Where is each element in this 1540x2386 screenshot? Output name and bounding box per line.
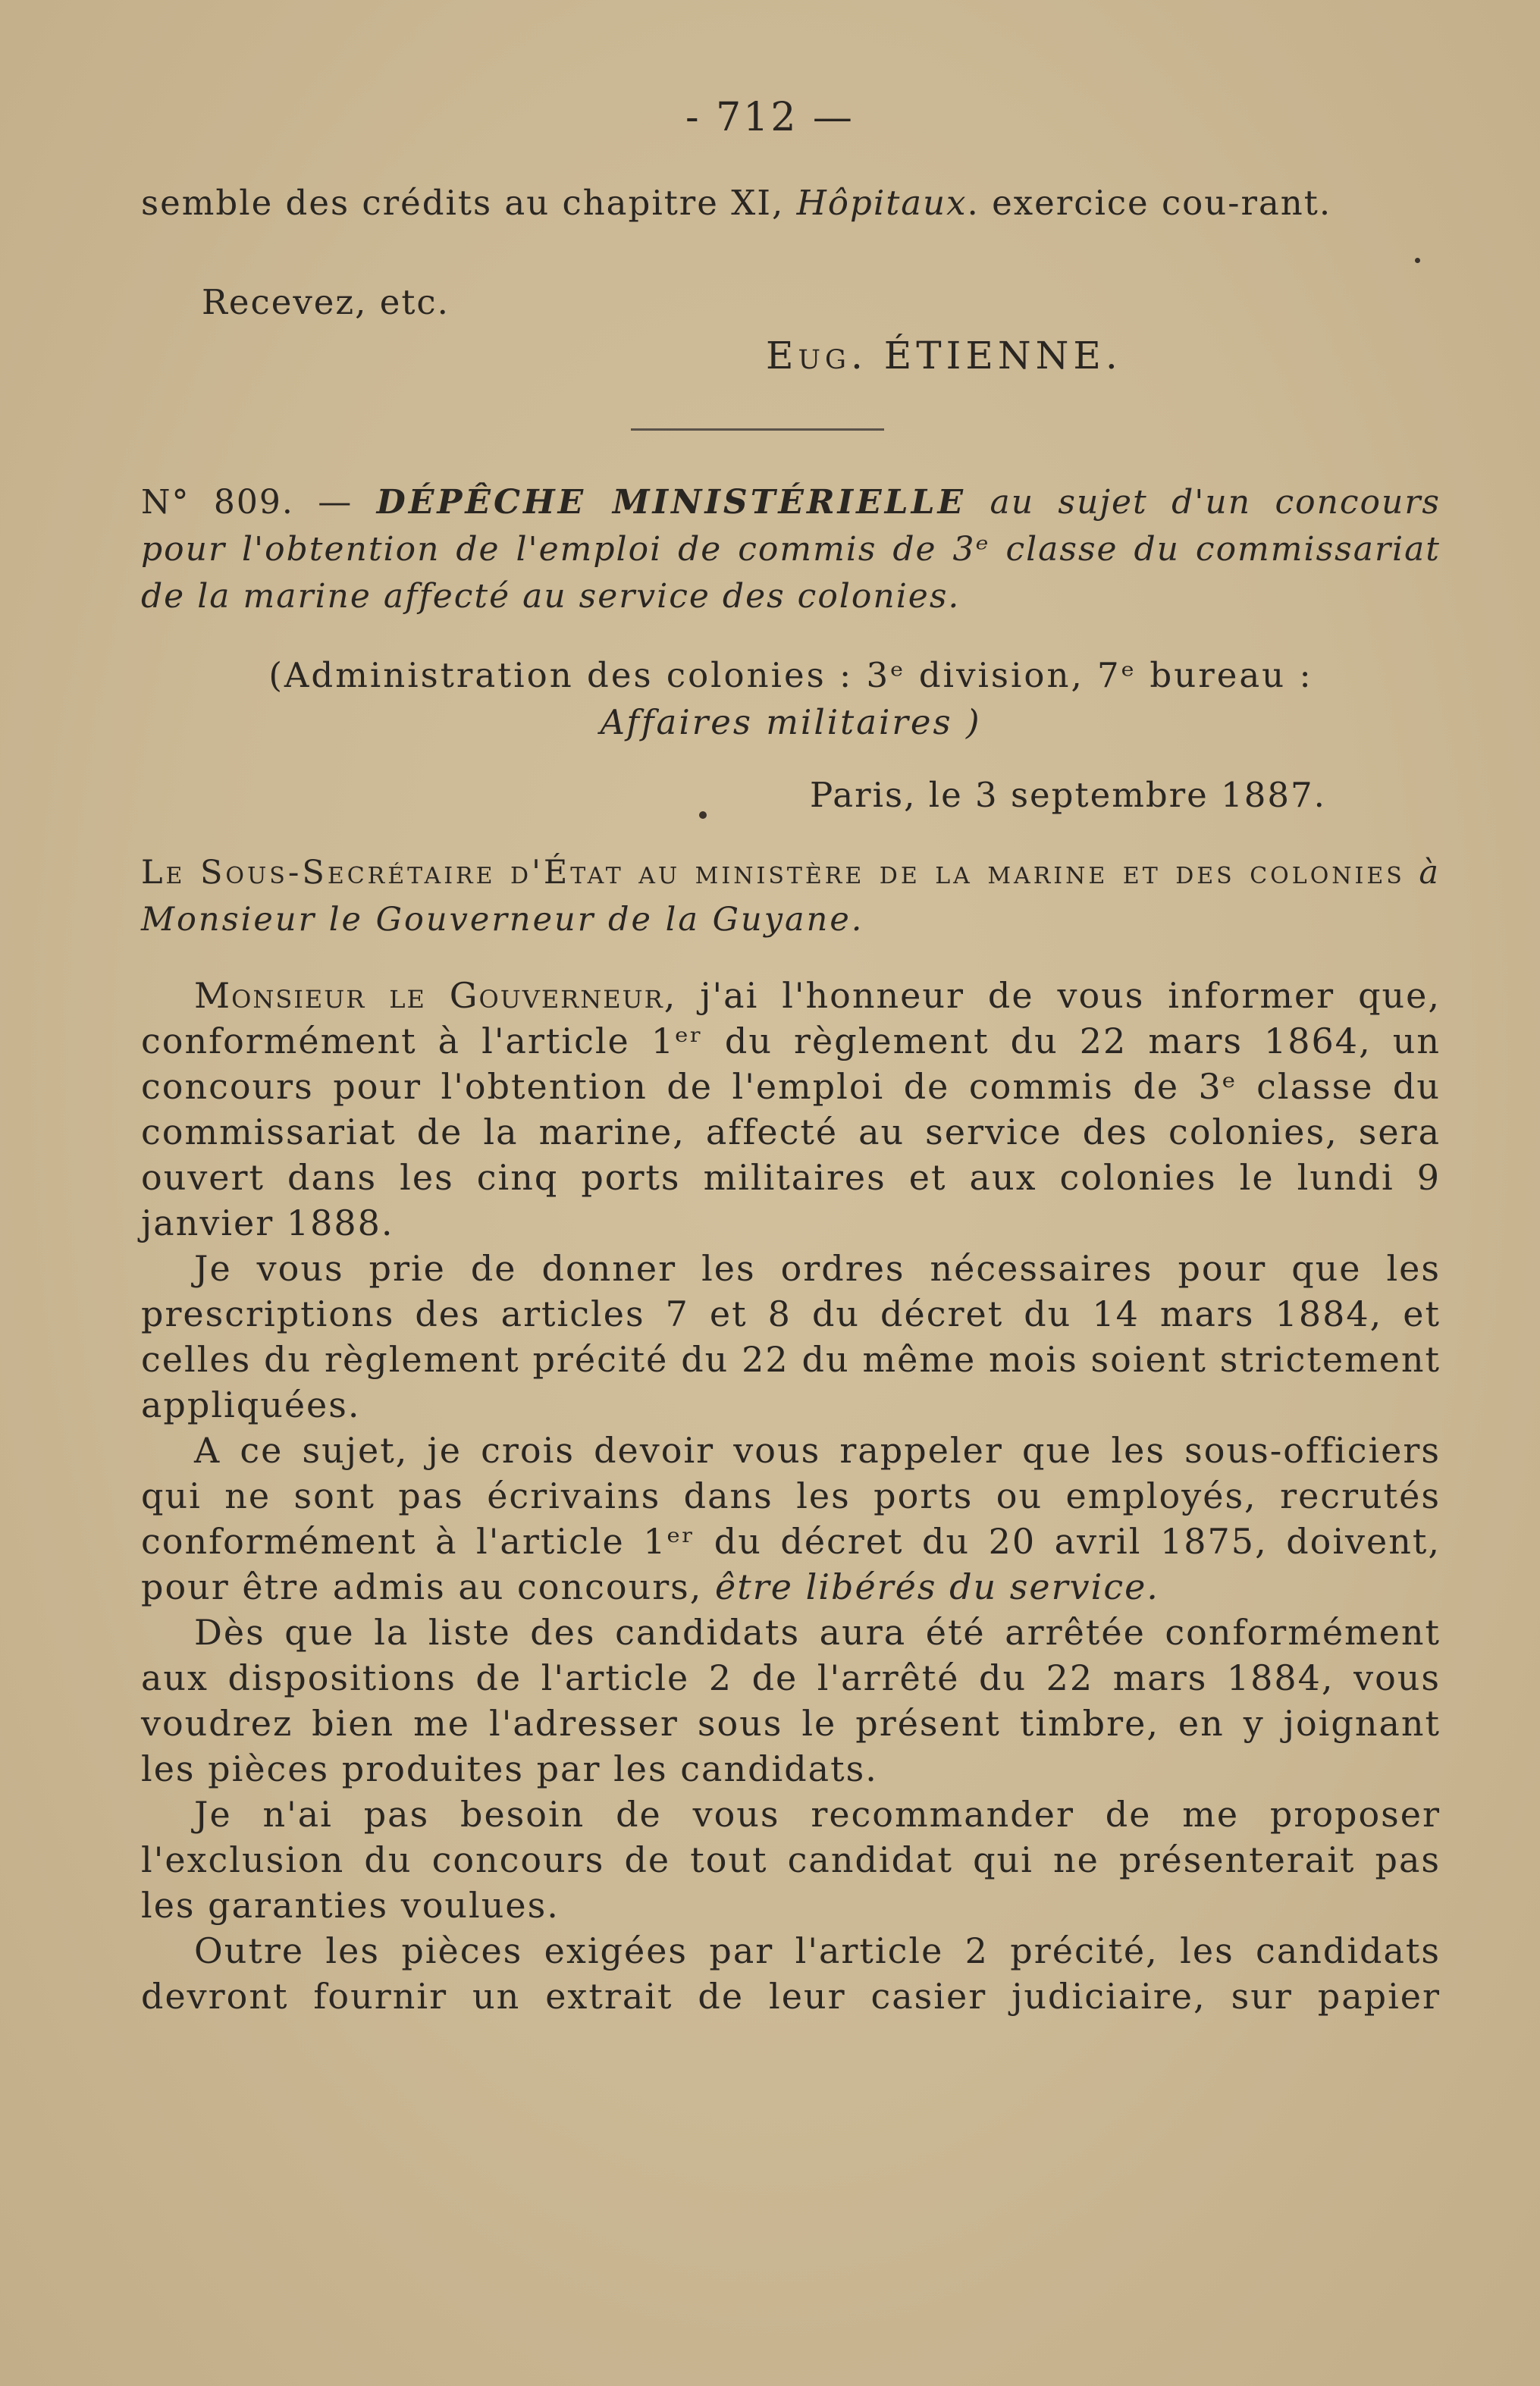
paragraph-5: Je n'ai pas besoin de vous recommander de me proposer l'exclusion du concours de tout candidat qui ne présenterait pas les garanties voulues. bbox=[141, 1794, 1441, 1926]
paragraph-6: Outre les pièces exigées par l'article 2 précité, les candidats devront fournir un extrait de leur casier judiciaire, sur papier bbox=[141, 1930, 1441, 2017]
page-number: - 712 — bbox=[685, 95, 855, 140]
dispatch-subject: au sujet d'un concours pour l'obtention de l'emploi de commis de 3ᵉ classe du commissariat de la marine affecté au service des colonies. bbox=[141, 483, 1441, 616]
dispatch-number: N° 809. — bbox=[141, 483, 377, 522]
date-line: Paris, le 3 septembre 1887. bbox=[810, 775, 1326, 815]
administration-line-1: (Administration des colonies : 3ᵉ division, 7ᵉ bureau : bbox=[268, 655, 1313, 695]
ink-speck bbox=[1415, 258, 1420, 263]
salutation: Monsieur le Gouverneur bbox=[194, 975, 664, 1016]
paragraph-3-text: A ce sujet, je crois devoir vous rappeler que les sous-officiers qui ne sont pas écrivains dans les ports ou employés, recrutés conformément à l'article 1ᵉʳ du décret du 20 avril 1875, doivent, pour être admis au concours, bbox=[141, 1430, 1441, 1607]
continuation-italic: Hôpitaux bbox=[796, 183, 968, 223]
paragraph-2: Je vous prie de donner les ordres nécessaires pour que les prescriptions des articles 7 et 8 du décret du 14 mars 1884, et celles du règlement précité du 22 du même mois soient strictement appliquées. bbox=[141, 1248, 1441, 1425]
administration-note bbox=[141, 652, 1441, 746]
separator-rule bbox=[631, 428, 884, 431]
signature-initial: Eug. bbox=[766, 334, 867, 378]
dispatch-heading bbox=[141, 479, 1441, 620]
signature bbox=[766, 334, 1122, 378]
address-connector: à bbox=[1404, 854, 1441, 892]
paragraph-3 bbox=[141, 1428, 1441, 1610]
sender: Le Sous-Secrétaire d'État au ministère de la marine et des colonies bbox=[141, 854, 1405, 892]
letter-body bbox=[141, 973, 1441, 2019]
recipient: Monsieur le Gouverneur de la Guyane. bbox=[141, 901, 864, 939]
ink-speck bbox=[699, 811, 707, 819]
paragraph-1-text: , j'ai l'honneur de vous informer que, conformément à l'article 1ᵉʳ du règlement du 22 mars 1864, un concours pour l'obtention de l'emploi de commis de 3ᵉ classe du commissariat de la marine, affecté au service des colonies, sera ouvert dans les cinq ports militaires et aux colonies le lundi 9 janvier 1888. bbox=[141, 975, 1441, 1243]
administration-line-2: Affaires militaires ) bbox=[600, 702, 982, 742]
paragraph-3-italic: être libérés du service. bbox=[715, 1566, 1159, 1607]
dispatch-title: DÉPÊCHE MINISTÉRIELLE bbox=[376, 483, 967, 522]
paragraph-4: Dès que la liste des candidats aura été arrêtée conformément aux dispositions de l'article 2 de l'arrêté du 22 mars 1884, vous voudrez bien me l'adresser sous le présent timbre, en y joignant les pièces produites par les candidats. bbox=[141, 1612, 1441, 1789]
closing-formula: Recevez, etc. bbox=[202, 282, 450, 322]
paragraph-1 bbox=[141, 973, 1441, 1246]
continuation-suffix: . exercice cou-rant. bbox=[967, 183, 1332, 223]
signature-name: ÉTIENNE. bbox=[883, 334, 1122, 378]
continuation-paragraph bbox=[141, 180, 1441, 226]
continuation-text: semble des crédits au chapitre XI, bbox=[141, 183, 797, 223]
address-block bbox=[141, 849, 1441, 943]
